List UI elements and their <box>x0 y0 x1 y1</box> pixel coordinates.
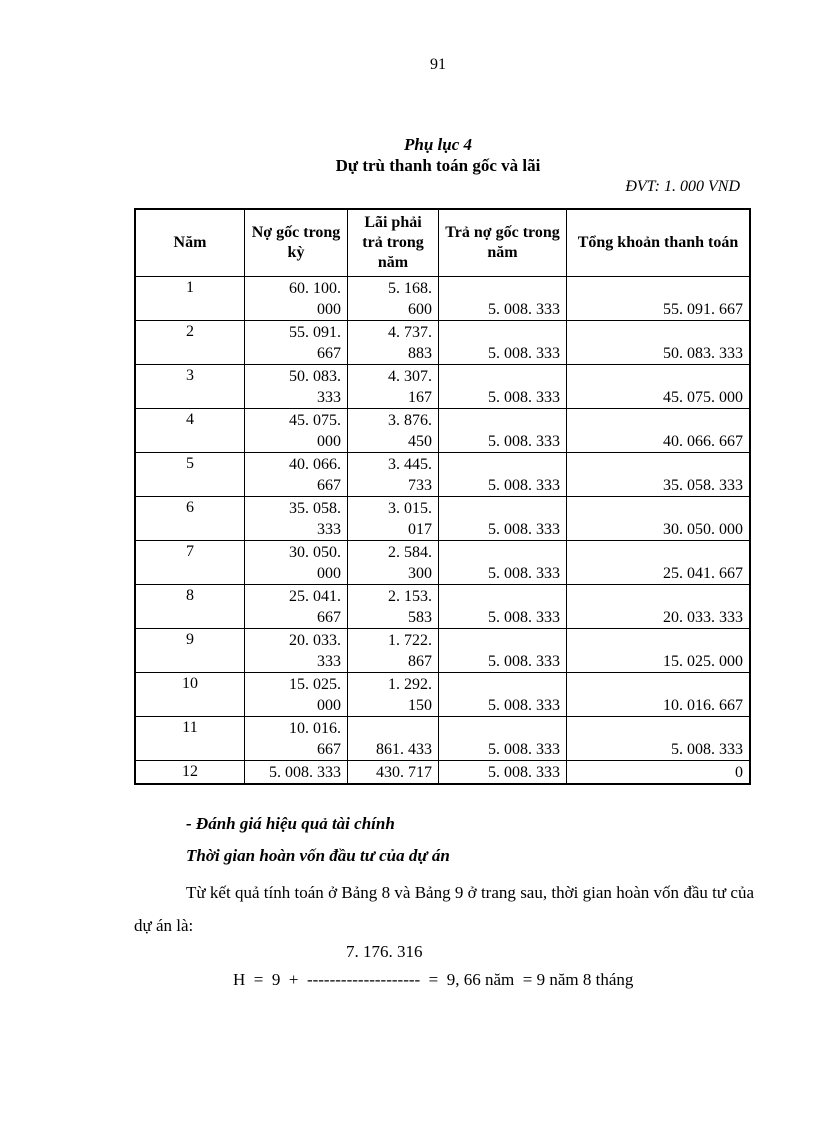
header-principal-payment: Trả nợ gốc trong năm <box>439 209 567 277</box>
cell-line: 5. 168. <box>388 280 432 297</box>
cell-principal-payment: 5. 008. 333 <box>439 629 567 673</box>
cell-line: 667 <box>317 741 341 758</box>
table-row <box>135 365 750 409</box>
header-interest: Lãi phải trả trong năm <box>348 209 439 277</box>
cell-line: 3. 876. <box>388 412 432 429</box>
cell-line: 55. 091. <box>289 324 341 341</box>
cell-interest <box>348 453 439 497</box>
cell-principal-payment: 5. 008. 333 <box>439 321 567 365</box>
cell-line: 000 <box>317 565 341 582</box>
cell-total-payment: 35. 058. 333 <box>567 453 751 497</box>
header-total-payment: Tổng khoản thanh toán <box>567 209 751 277</box>
table-row <box>135 673 750 717</box>
cell-principal-payment: 5. 008. 333 <box>439 365 567 409</box>
cell-year: 4 <box>135 409 245 453</box>
cell-total-payment: 25. 041. 667 <box>567 541 751 585</box>
cell-year: 12 <box>135 761 245 785</box>
cell-principal-debt <box>245 673 348 717</box>
cell-line: 733 <box>408 477 432 494</box>
table-row <box>135 277 750 321</box>
table-row <box>135 761 750 785</box>
table-row <box>135 585 750 629</box>
cell-line: 883 <box>408 345 432 362</box>
cell-interest <box>348 761 439 785</box>
cell-line: 333 <box>317 653 341 670</box>
cell-line: 583 <box>408 609 432 626</box>
cell-line: 5. 008. 333 <box>269 764 341 781</box>
cell-line: 20. 033. <box>289 632 341 649</box>
cell-principal-payment: 5. 008. 333 <box>439 761 567 785</box>
cell-principal-payment: 5. 008. 333 <box>439 541 567 585</box>
cell-line: 430. 717 <box>376 764 432 781</box>
cell-line: 667 <box>317 345 341 362</box>
appendix-title: Phụ lục 4 <box>403 135 473 154</box>
cell-interest <box>348 277 439 321</box>
cell-principal-debt <box>245 365 348 409</box>
table-row <box>135 321 750 365</box>
cell-year: 8 <box>135 585 245 629</box>
cell-principal-debt <box>245 585 348 629</box>
cell-year: 1 <box>135 277 245 321</box>
cell-year: 6 <box>135 497 245 541</box>
cell-year: 10 <box>135 673 245 717</box>
cell-total-payment: 30. 050. 000 <box>567 497 751 541</box>
cell-interest <box>348 629 439 673</box>
formula-numerator: 7. 176. 316 <box>346 942 423 961</box>
cell-principal-debt <box>245 629 348 673</box>
cell-line: 150 <box>408 697 432 714</box>
cell-line: 000 <box>317 697 341 714</box>
cell-line: 4. 737. <box>388 324 432 341</box>
cell-line: 45. 075. <box>289 412 341 429</box>
table-row <box>135 497 750 541</box>
cell-interest <box>348 409 439 453</box>
cell-line: 1. 292. <box>388 676 432 693</box>
cell-principal-debt <box>245 409 348 453</box>
cell-line: 167 <box>408 389 432 406</box>
cell-principal-payment: 5. 008. 333 <box>439 717 567 761</box>
cell-interest <box>348 673 439 717</box>
cell-line: 15. 025. <box>289 676 341 693</box>
cell-principal-payment: 5. 008. 333 <box>439 277 567 321</box>
cell-total-payment: 55. 091. 667 <box>567 277 751 321</box>
cell-line: 333 <box>317 389 341 406</box>
table-title: Dự trù thanh toán gốc và lãi <box>335 156 541 175</box>
cell-line: 861. 433 <box>376 741 432 758</box>
cell-principal-payment: 5. 008. 333 <box>439 409 567 453</box>
cell-principal-payment: 5. 008. 333 <box>439 453 567 497</box>
cell-line: 667 <box>317 477 341 494</box>
table-row <box>135 453 750 497</box>
table-body <box>135 277 750 785</box>
cell-principal-payment: 5. 008. 333 <box>439 585 567 629</box>
cell-line: 000 <box>317 301 341 318</box>
cell-interest <box>348 717 439 761</box>
cell-line: 3. 445. <box>388 456 432 473</box>
table-row <box>135 717 750 761</box>
cell-year: 11 <box>135 717 245 761</box>
cell-line: 333 <box>317 521 341 538</box>
cell-line: 40. 066. <box>289 456 341 473</box>
cell-interest <box>348 541 439 585</box>
cell-line: 30. 050. <box>289 544 341 561</box>
cell-line: 867 <box>408 653 432 670</box>
cell-line: 2. 153. <box>388 588 432 605</box>
cell-total-payment: 20. 033. 333 <box>567 585 751 629</box>
cell-interest <box>348 321 439 365</box>
cell-principal-payment: 5. 008. 333 <box>439 673 567 717</box>
cell-principal-debt <box>245 761 348 785</box>
cell-line: 600 <box>408 301 432 318</box>
cell-line: 300 <box>408 565 432 582</box>
cell-principal-debt <box>245 321 348 365</box>
cell-total-payment: 15. 025. 000 <box>567 629 751 673</box>
cell-principal-debt <box>245 541 348 585</box>
formula-line: H = 9 + -------------------- = 9, 66 năm = 9 năm 8 tháng <box>233 970 634 989</box>
cell-line: 3. 015. <box>388 500 432 517</box>
cell-total-payment: 0 <box>567 761 751 785</box>
cell-year: 7 <box>135 541 245 585</box>
cell-interest <box>348 585 439 629</box>
cell-line: 35. 058. <box>289 500 341 517</box>
cell-line: 1. 722. <box>388 632 432 649</box>
cell-line: 2. 584. <box>388 544 432 561</box>
cell-year: 5 <box>135 453 245 497</box>
subsection-heading: Thời gian hoàn vốn đầu tư của dự án <box>186 846 450 865</box>
section-heading: - Đánh giá hiệu quả tài chính <box>186 814 395 833</box>
cell-line: 25. 041. <box>289 588 341 605</box>
cell-line: 000 <box>317 433 341 450</box>
table-row <box>135 629 750 673</box>
cell-year: 9 <box>135 629 245 673</box>
cell-interest <box>348 365 439 409</box>
cell-interest <box>348 497 439 541</box>
cell-line <box>354 718 432 739</box>
body-paragraph: Từ kết quả tính toán ở Bảng 8 và Bảng 9 ở trang sau, thời gian hoàn vốn đầu tư của dự án là: <box>134 883 754 935</box>
page-number: 91 <box>430 56 446 73</box>
cell-line: 50. 083. <box>289 368 341 385</box>
cell-principal-debt <box>245 453 348 497</box>
unit-label: ĐVT: 1. 000 VND <box>625 178 740 195</box>
cell-total-payment: 10. 016. 667 <box>567 673 751 717</box>
cell-line: 10. 016. <box>289 720 341 737</box>
cell-total-payment: 50. 083. 333 <box>567 321 751 365</box>
cell-total-payment: 5. 008. 333 <box>567 717 751 761</box>
cell-line: 4. 307. <box>388 368 432 385</box>
cell-year: 2 <box>135 321 245 365</box>
cell-line: 667 <box>317 609 341 626</box>
cell-principal-debt <box>245 277 348 321</box>
cell-principal-debt <box>245 497 348 541</box>
cell-total-payment: 40. 066. 667 <box>567 409 751 453</box>
cell-line: 60. 100. <box>289 280 341 297</box>
cell-total-payment: 45. 075. 000 <box>567 365 751 409</box>
cell-principal-payment: 5. 008. 333 <box>439 497 567 541</box>
cell-line: 017 <box>408 521 432 538</box>
repayment-table <box>134 208 751 785</box>
cell-year: 3 <box>135 365 245 409</box>
table-header-row <box>135 209 750 277</box>
header-year: Năm <box>135 209 245 277</box>
table-row <box>135 409 750 453</box>
cell-principal-debt <box>245 717 348 761</box>
cell-line: 450 <box>408 433 432 450</box>
table-row <box>135 541 750 585</box>
header-principal-debt: Nợ gốc trong kỳ <box>245 209 348 277</box>
